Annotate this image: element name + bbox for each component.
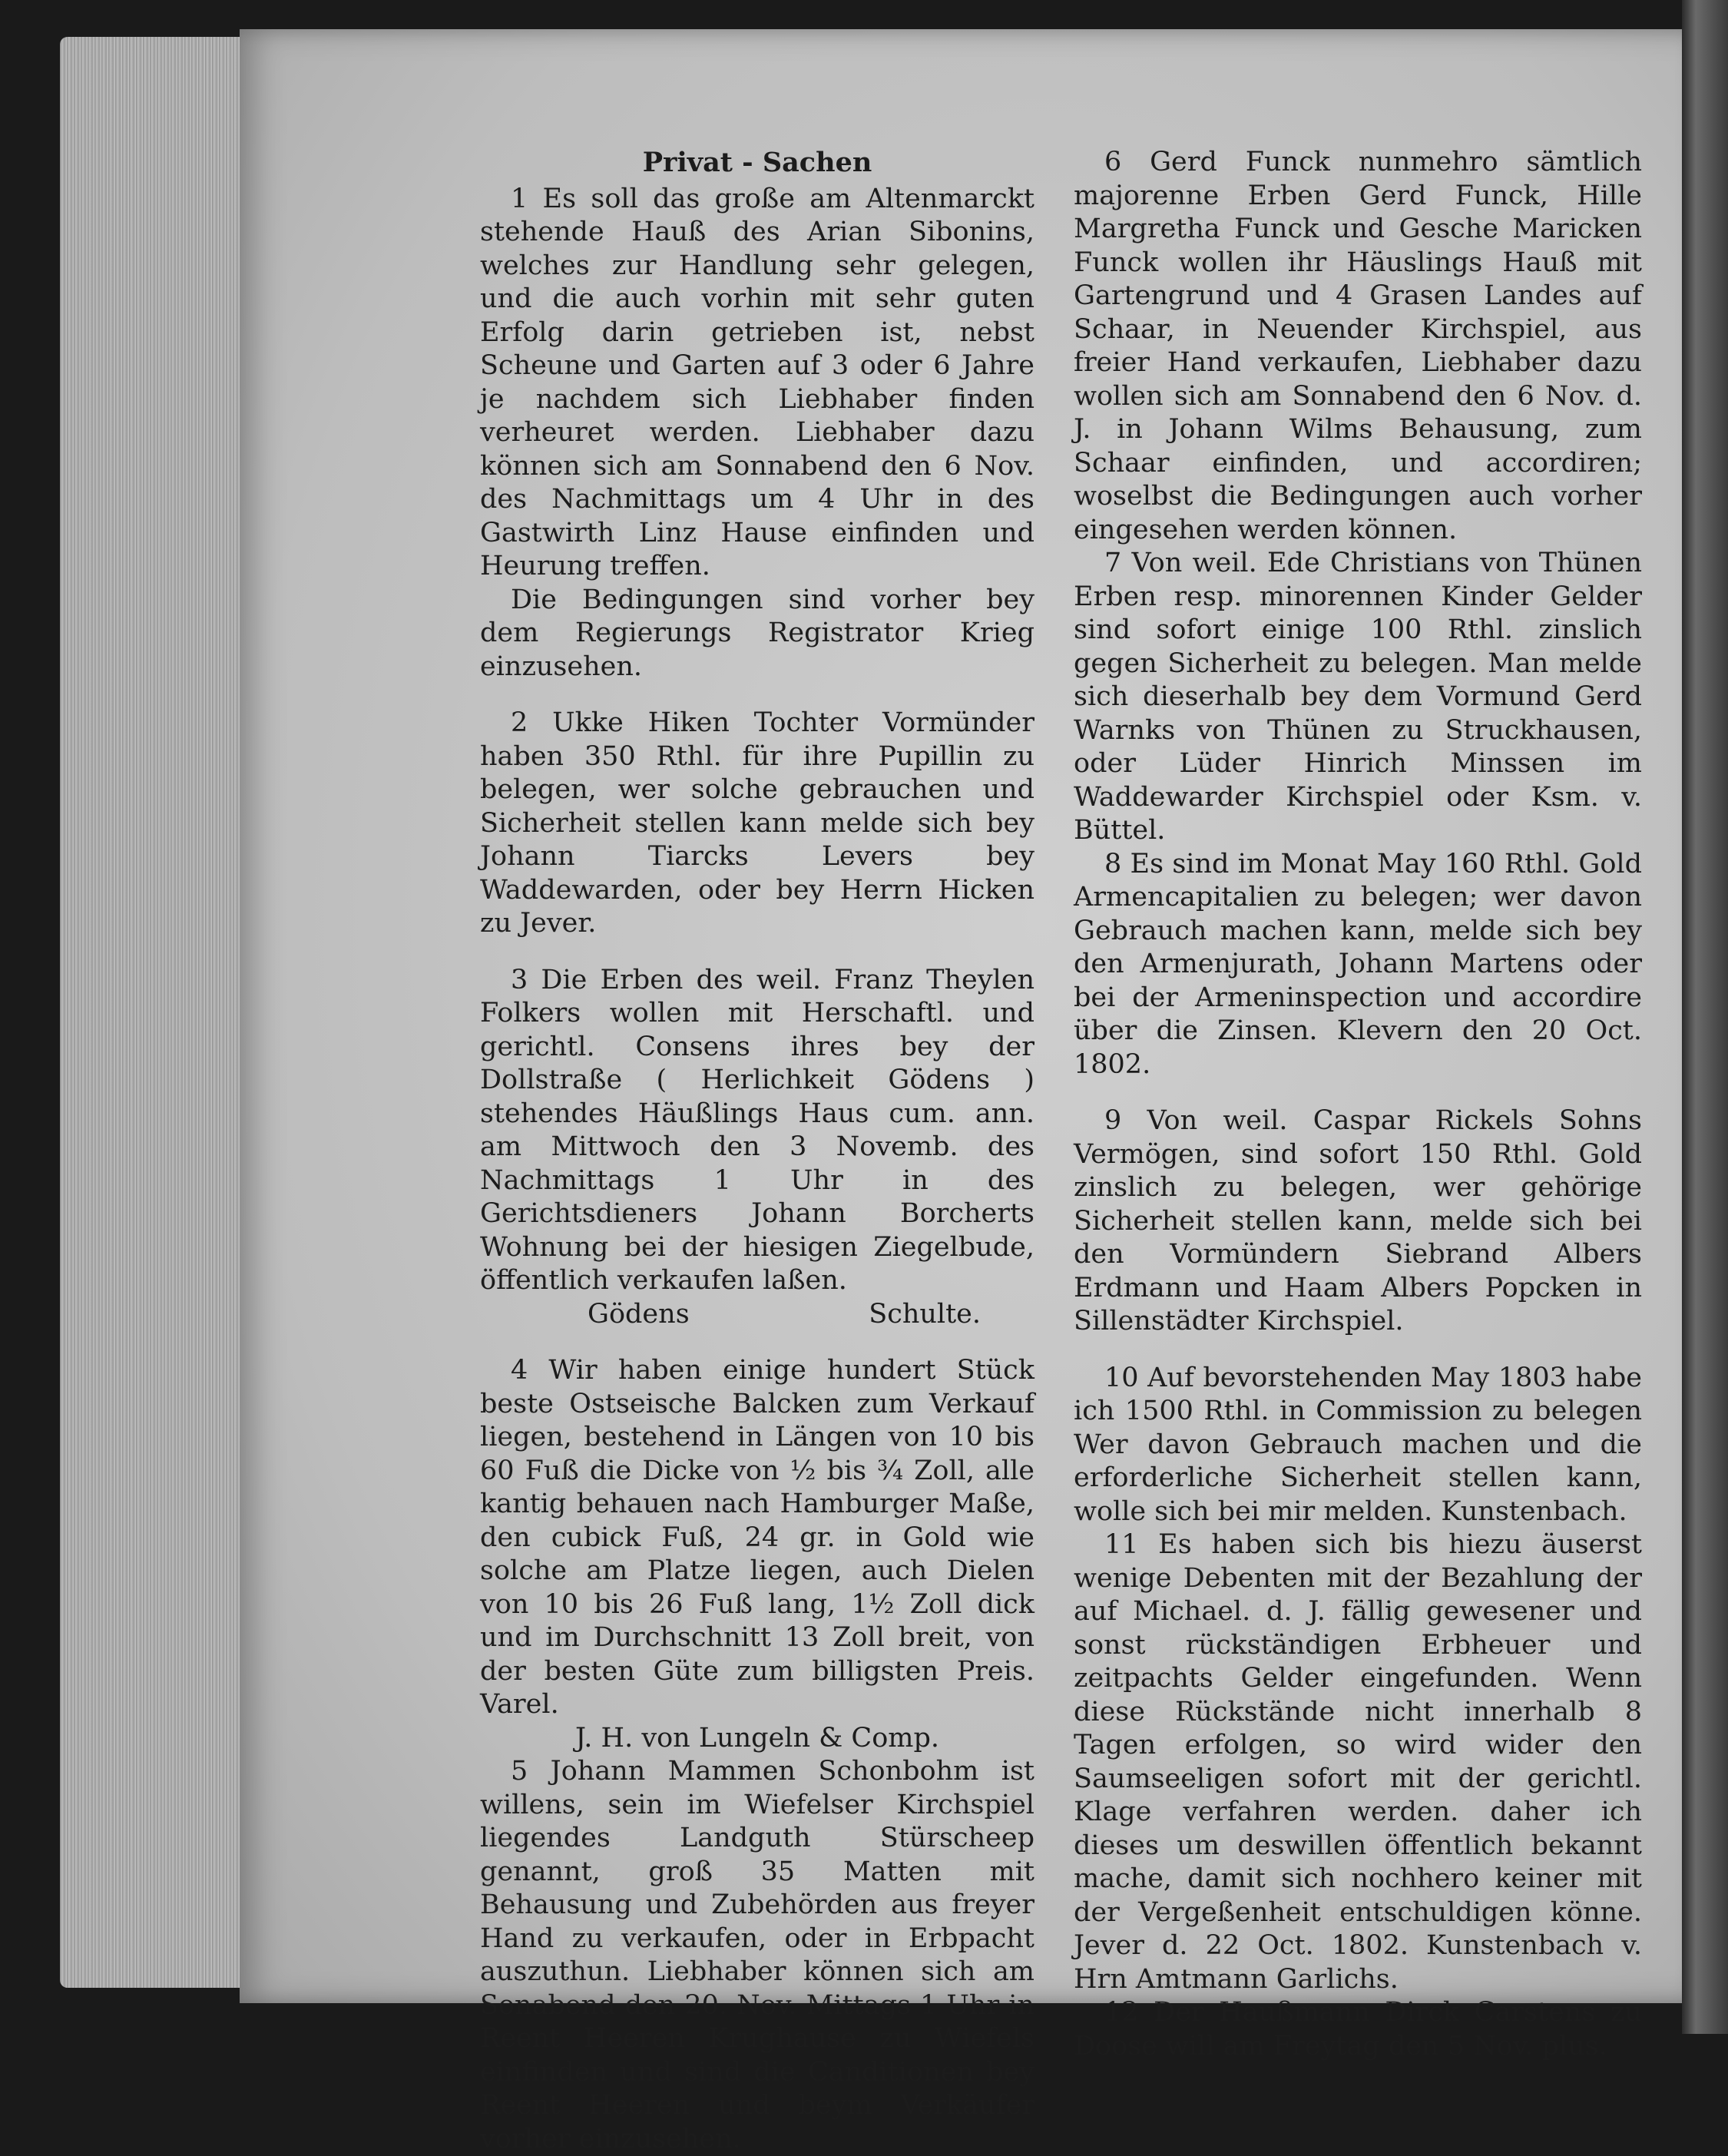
signature-place: Gödens — [588, 1298, 690, 1330]
notice-10: 10 Auf bevorstehenden May 1803 habe ich 1500 Rthl. in Commission zu belegen Wer davon Gebrauch machen und die erforderliche Sicherheit stellen kann, wolle sich bei mir melden. Kunstenbach. — [1074, 1362, 1642, 1527]
notice-5: 5 Johann Mammen Schonbohm ist willens, sein im Wiefelser Kirchspiel liegendes Landguth Stürscheep genannt, groß 35 Matten mit Behausung und Zubehörden aus freyer Hand zu verkaufen, oder in Erbpacht auszuthun. Liebhaber können sich am Sonabend den 20. Nov. Mittags 1 Uhr in Reent Heeren Krughause zu Wiefels einfinden und sind die Canditionen bey Reent Heeren und beym Verkäufer vorher einzusehen. — [480, 1756, 1034, 2154]
notice-7: 7 Von weil. Ede Christians von Thünen Erben resp. minorennen Kinder Gelder sind sofort einige 100 Rthl. zinslich gegen Sicherheit zu belegen. Man melde sich dieserhalb bey dem Vormund Gerd Warnks von Thünen zu Struckhausen, oder Lüder Hinrich Minssen im Waddewarder Kirchspiel oder Ksm. v. Büttel. — [1074, 548, 1642, 846]
notice-2: 2 Ukke Hiken Tochter Vormünder haben 350 Rthl. für ihre Pupillin zu belegen, wer solche gebrauchen und Sicherheit stellen kann melde sich bey Johann Tiarcks Levers bey Waddewarden, oder bey Herrn Hicken zu Jever. — [480, 707, 1034, 939]
notice-6: 6 Gerd Funck nunmehro sämtlich majorenne Erben Gerd Funck, Hille Margretha Funck und Gesche Maricken Funck wollen ihr Häuslings Hauß mit Gartengrund und 4 Grasen Landes auf Schaar, in Neuender Kirchspiel, aus freier Hand verkaufen, Liebhaber dazu wollen sich am Sonnabend den 6 Nov. d. J. in Johann Wilms Behausung, zum Schaar einfinden, und accordiren; woselbst die Bedingungen auch vorher eingesehen werden können. — [1074, 147, 1642, 545]
notice-11: 11 Es haben sich bis hiezu äuserst wenige Debenten mit der Bezahlung der auf Michael. d. J. fällig gewesener und sonst rückständigen Erbheuer und zeitpachts Gelder eingefunden. Wenn diese Rückstände nicht innerhalb 8 Tagen erfolgen, so wird wider den Saumseeligen sofort mit der gerichtl. Klage verfahren werden. daher ich dieses um deswillen öffentlich bekannt mache, damit sich nochhero keiner mit der Vergeßenheit entschuldigen könne. Jever d. 22 Oct. 1802. Kunstenbach v. Hrn Amtmann Garlichs. — [1074, 1529, 1642, 1995]
section-heading: Privat - Sachen — [642, 147, 872, 178]
notice-8: 8 Es sind im Monat May 160 Rthl. Gold Armencapitalien zu belegen; wer davon Gebrauch machen kann, melde sich bey den Armenjurath, Johann Martens oder bei der Armeninspection und accordire über die Zinsen. Klevern den 20 Oct. 1802. — [1074, 848, 1642, 1080]
book-page-edges — [60, 37, 260, 1988]
book-binding-edge — [1682, 0, 1728, 2034]
right-column — [1074, 146, 1642, 2063]
notice-4: 4 Wir haben einige hundert Stück beste Ostseische Balcken zum Verkauf liegen, bestehend in Längen von 10 bis 60 Fuß die Dicke von ½ bis ¾ Zoll, alle kantig behauen nach Hamburger Maße, den cubick Fuß, 24 gr. in Gold wie solche am Platze liegen, auch Dielen von 10 bis 26 Fuß lang, 1½ Zoll dick und im Durchschnitt 13 Zoll breit, von der besten Güte zum billigsten Preis. Varel. — [480, 1355, 1034, 1720]
left-column — [480, 146, 1034, 2156]
signature-name: Schulte. — [869, 1298, 981, 1330]
notice-1: 1 Es soll das große am Altenmarckt stehende Hauß des Arian Sibonins, welches zur Handlung sehr gelegen, und die auch vorhin mit sehr guten Erfolg darin getrieben ist, nebst Scheune und Garten auf 3 oder 6 Jahre je nachdem sich Liebhaber finden verheuret werden. Liebhaber dazu können sich am Sonnabend den 6 Nov. des Nachmittags um 4 Uhr in des Gastwirth Linz Hause einfinden und Heurung treffen. — [480, 183, 1034, 581]
notice-9: 9 Von weil. Caspar Rickels Sohns Vermögen, sind sofort 150 Rthl. Gold zinslich zu belegen, wer gehörige Sicherheit stellen kann, melde sich bei den Vormündern Siebrand Albers Erdmann und Haam Albers Popcken in Sillenstädter Kirchspiel. — [1074, 1105, 1642, 1336]
notice-1-conditions: Die Bedingungen sind vorher bey dem Regierungs Registrator Krieg einzusehen. — [480, 584, 1034, 682]
notice-3-signature — [480, 1298, 1034, 1332]
notice-12: 12 Der Haußmann Dirck Carstens zu Doose will am Freytag den 5 Nov. plus. — [1074, 1997, 1642, 2062]
notice-3: 3 Die Erben des weil. Franz Theylen Folkers wollen mit Herschaftl. und gerichtl. Consens ihres bey der Dollstraße ( Herlichkeit Gödens ) stehendes Häußlings Haus cum. ann. am Mittwoch den 3 Novemb. des Nachmittags 1 Uhr in des Gerichtsdieners Johann Borcherts Wohnung bei der hiesigen Ziegelbude, öffentlich verkaufen laßen. — [480, 964, 1034, 1296]
notice-4-signature: J. H. von Lungeln & Comp. — [574, 1722, 939, 1754]
